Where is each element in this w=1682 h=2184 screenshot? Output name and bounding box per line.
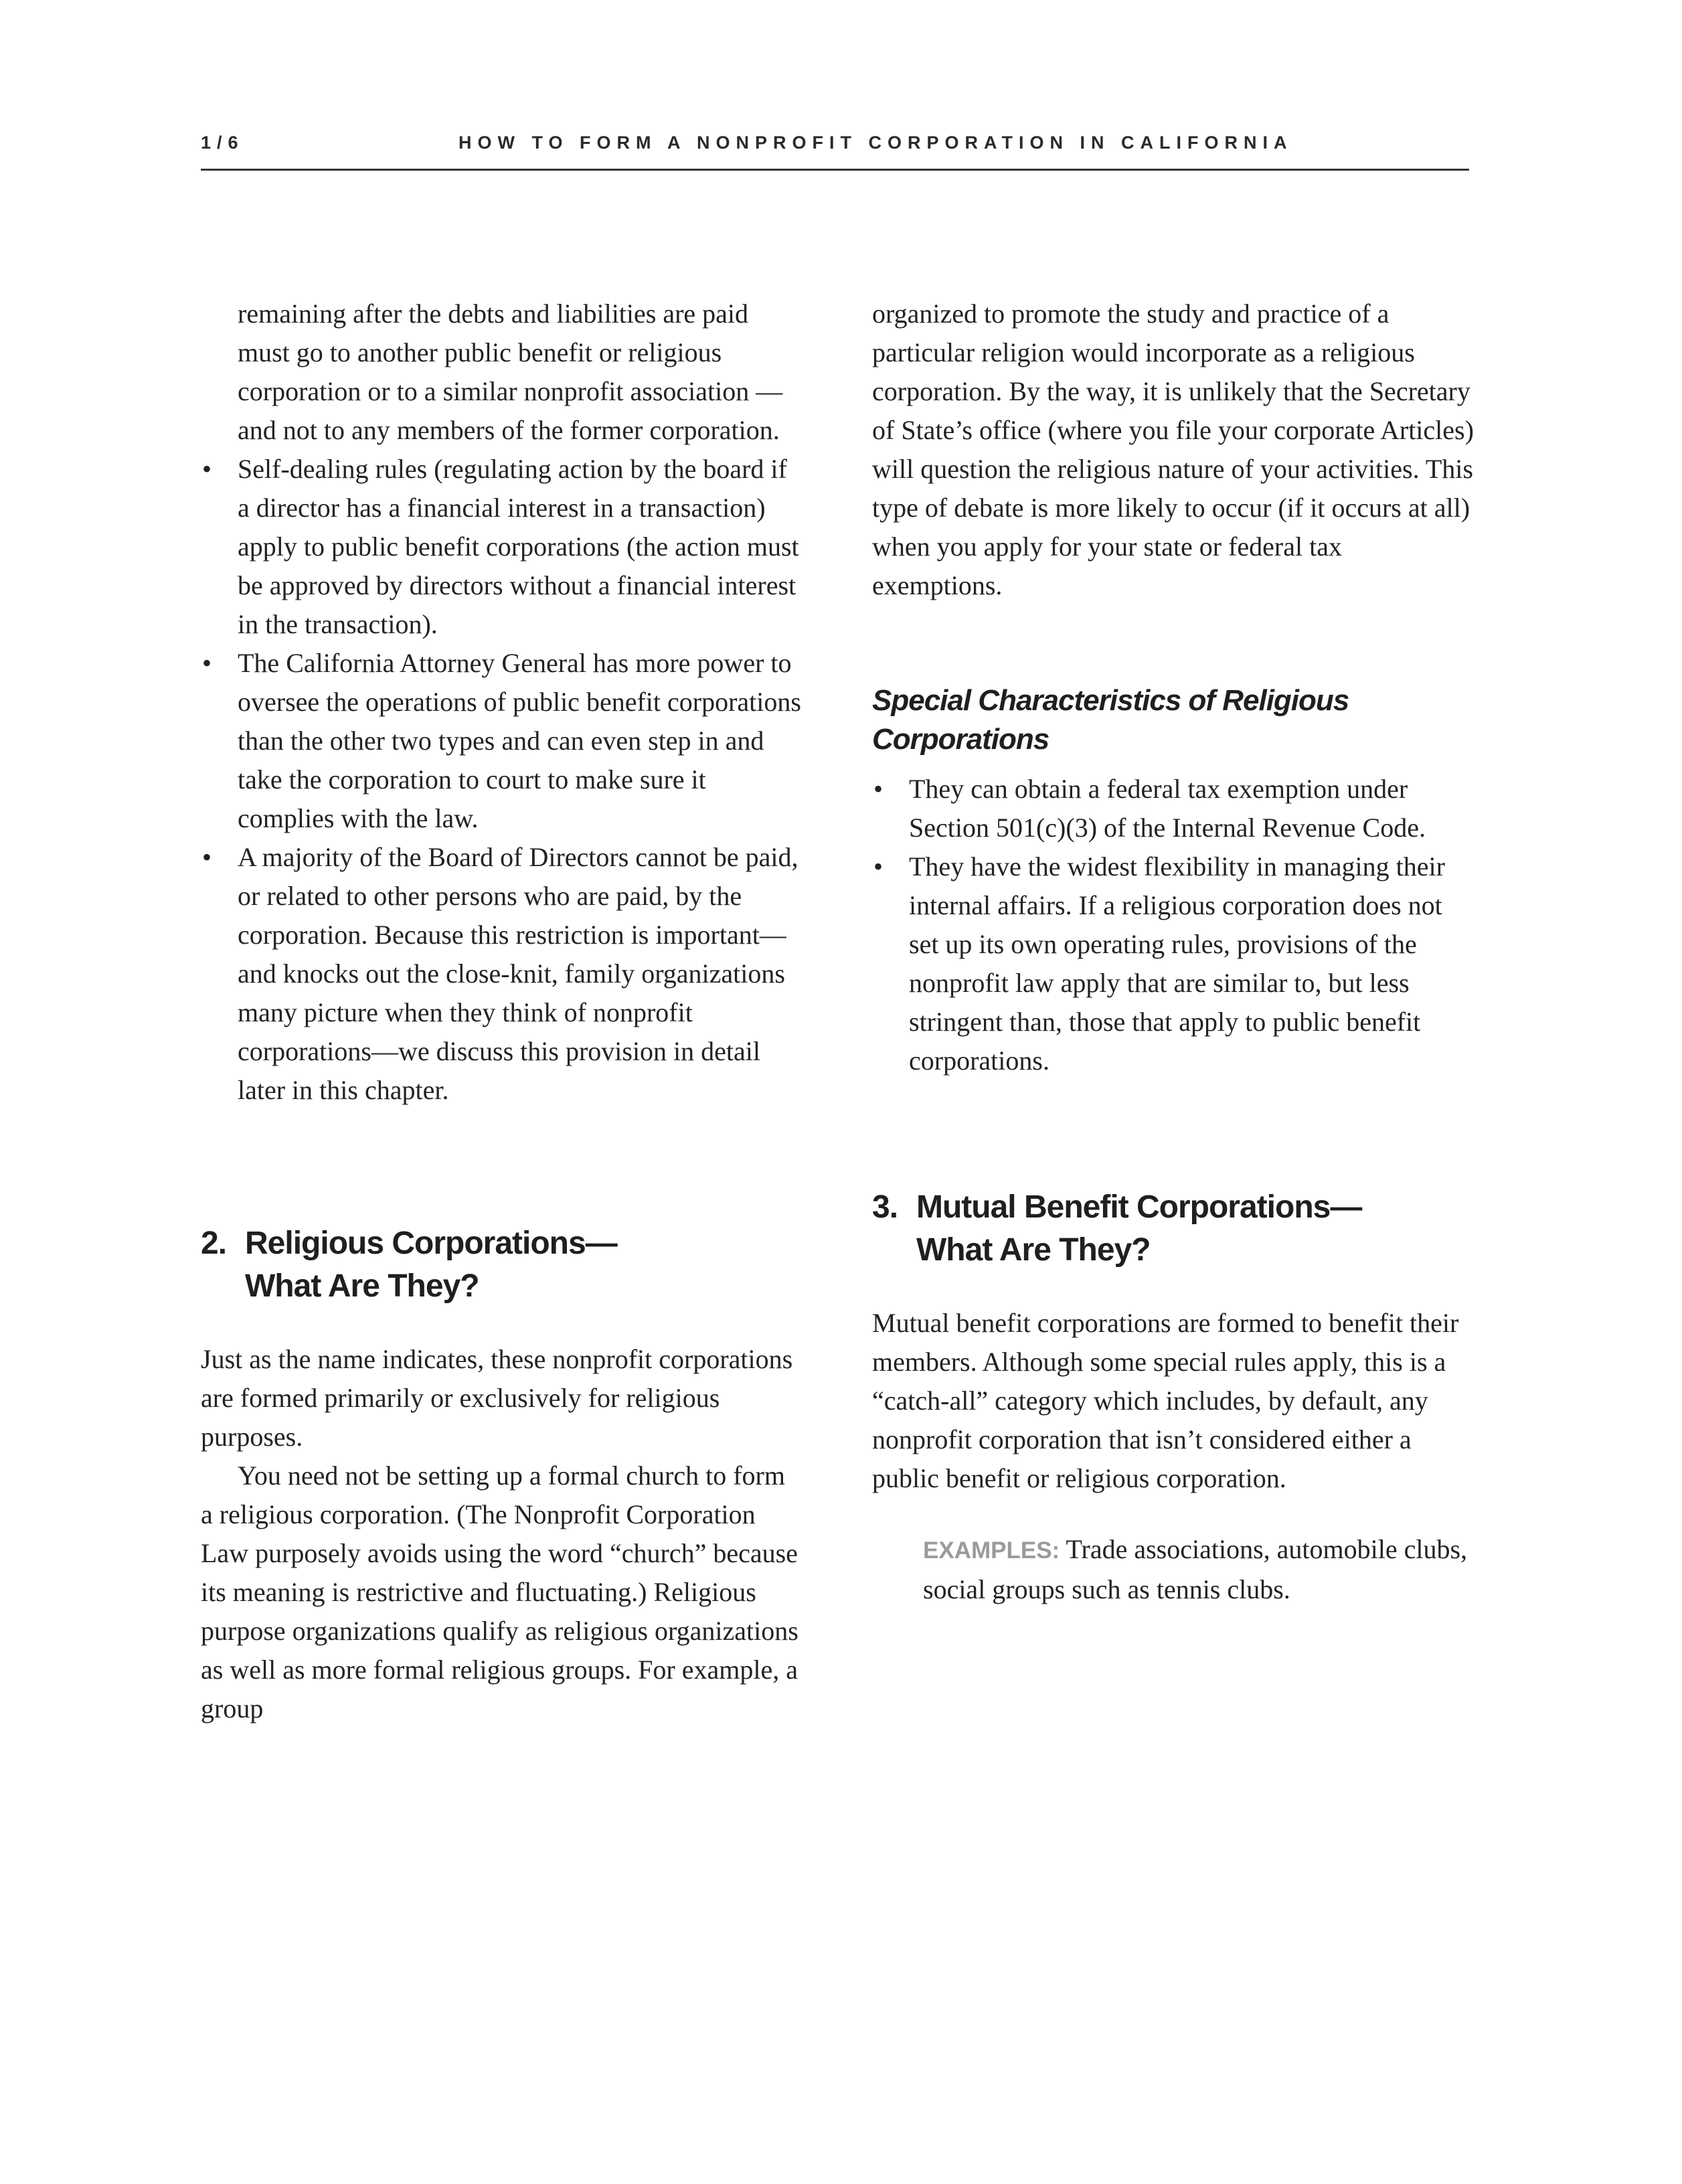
continuation-text: organized to promote the study and practice of a particular religion would incorporate as a religious corporation. By the way, it is unlikely that the Secretary of State’s office (where you file your corporate Articles) will question the religious nature of your activities. This type of debate is more likely to occur (if it occurs at all) when you apply for your state or federal tax exemptions. [872, 299, 1474, 600]
bullet-item: • They can obtain a federal tax exemption under Section 501(c)(3) of the Internal Revenue Code. [872, 770, 1475, 847]
running-header [201, 133, 1469, 166]
paragraph: Just as the name indicates, these nonprofit corporations are formed primarily or exclusively for religious purposes. [201, 1344, 793, 1452]
subheading: Special Characteristics of Religious Corporations [872, 684, 1349, 756]
examples-block [872, 1530, 1475, 1609]
bullet-list [872, 770, 1475, 1080]
section-number: 3. [872, 1189, 898, 1225]
paragraph: Mutual benefit corporations are formed to benefit their members. Although some special rules apply, this is a “catch-all” category which includes, by default, any nonprofit corporation that isn’t considered either a public benefit or religious corporation. [872, 1308, 1459, 1493]
examples-label: EXAMPLES: [923, 1537, 1060, 1564]
continuation-text: remaining after the debts and liabilities are paid must go to another public benefit or religious corporation or to a similar nonprofit association —and not to any members of the former corporation. [238, 299, 783, 445]
left-column [201, 295, 803, 1728]
heading-line: What Are They? [916, 1232, 1151, 1268]
bullet-item: • A majority of the Board of Directors cannot be paid, or related to other persons who are paid, by the corporation. Because this restriction is important—and knocks out the close-knit, family organizations many picture when they think of nonprofit corporations—we discuss this provision in detail later in this chapter. [201, 838, 803, 1110]
paragraph: You need not be setting up a formal church to form a religious corporation. (The Nonprofit Corporation Law purposely avoids using the word “church” because its meaning is restrictive and fluctuating.) Religious purpose organizations qualify as religious organizations as well as more formal religious groups. For example, a group [201, 1460, 798, 1724]
page-number: 1/6 [201, 133, 244, 153]
section-number: 2. [201, 1226, 227, 1261]
section-3-heading [872, 1186, 1475, 1272]
examples-text: Trade associations, automobile clubs, social groups such as tennis clubs. [923, 1534, 1468, 1604]
bullet-item: • The California Attorney General has more power to oversee the operations of public benefit corporations than the other two types and can even step in and take the corporation to court to make sure it complies with the law. [201, 644, 803, 838]
section-2-heading [201, 1222, 803, 1308]
bullet-item: • Self-dealing rules (regulating action by the board if a director has a financial interest in a transaction) apply to public benefit corporations (the action must be approved by directors without a financial interest in the transaction). [201, 450, 803, 644]
header-rule [201, 169, 1469, 171]
bullet-list [201, 450, 803, 1110]
right-column [872, 295, 1475, 1609]
bullet-item: • They have the widest flexibility in managing their internal affairs. If a religious corporation does not set up its own operating rules, provisions of the nonprofit law apply that are similar to, but less stringent than, those that apply to public benefit corporations. [872, 847, 1475, 1080]
heading-line: What Are They? [245, 1268, 479, 1304]
heading-line: Mutual Benefit Corporations— [916, 1189, 1362, 1225]
heading-line: Religious Corporations— [245, 1226, 617, 1261]
running-title: HOW TO FORM A NONPROFIT CORPORATION IN CALIFORNIA [458, 133, 1293, 153]
